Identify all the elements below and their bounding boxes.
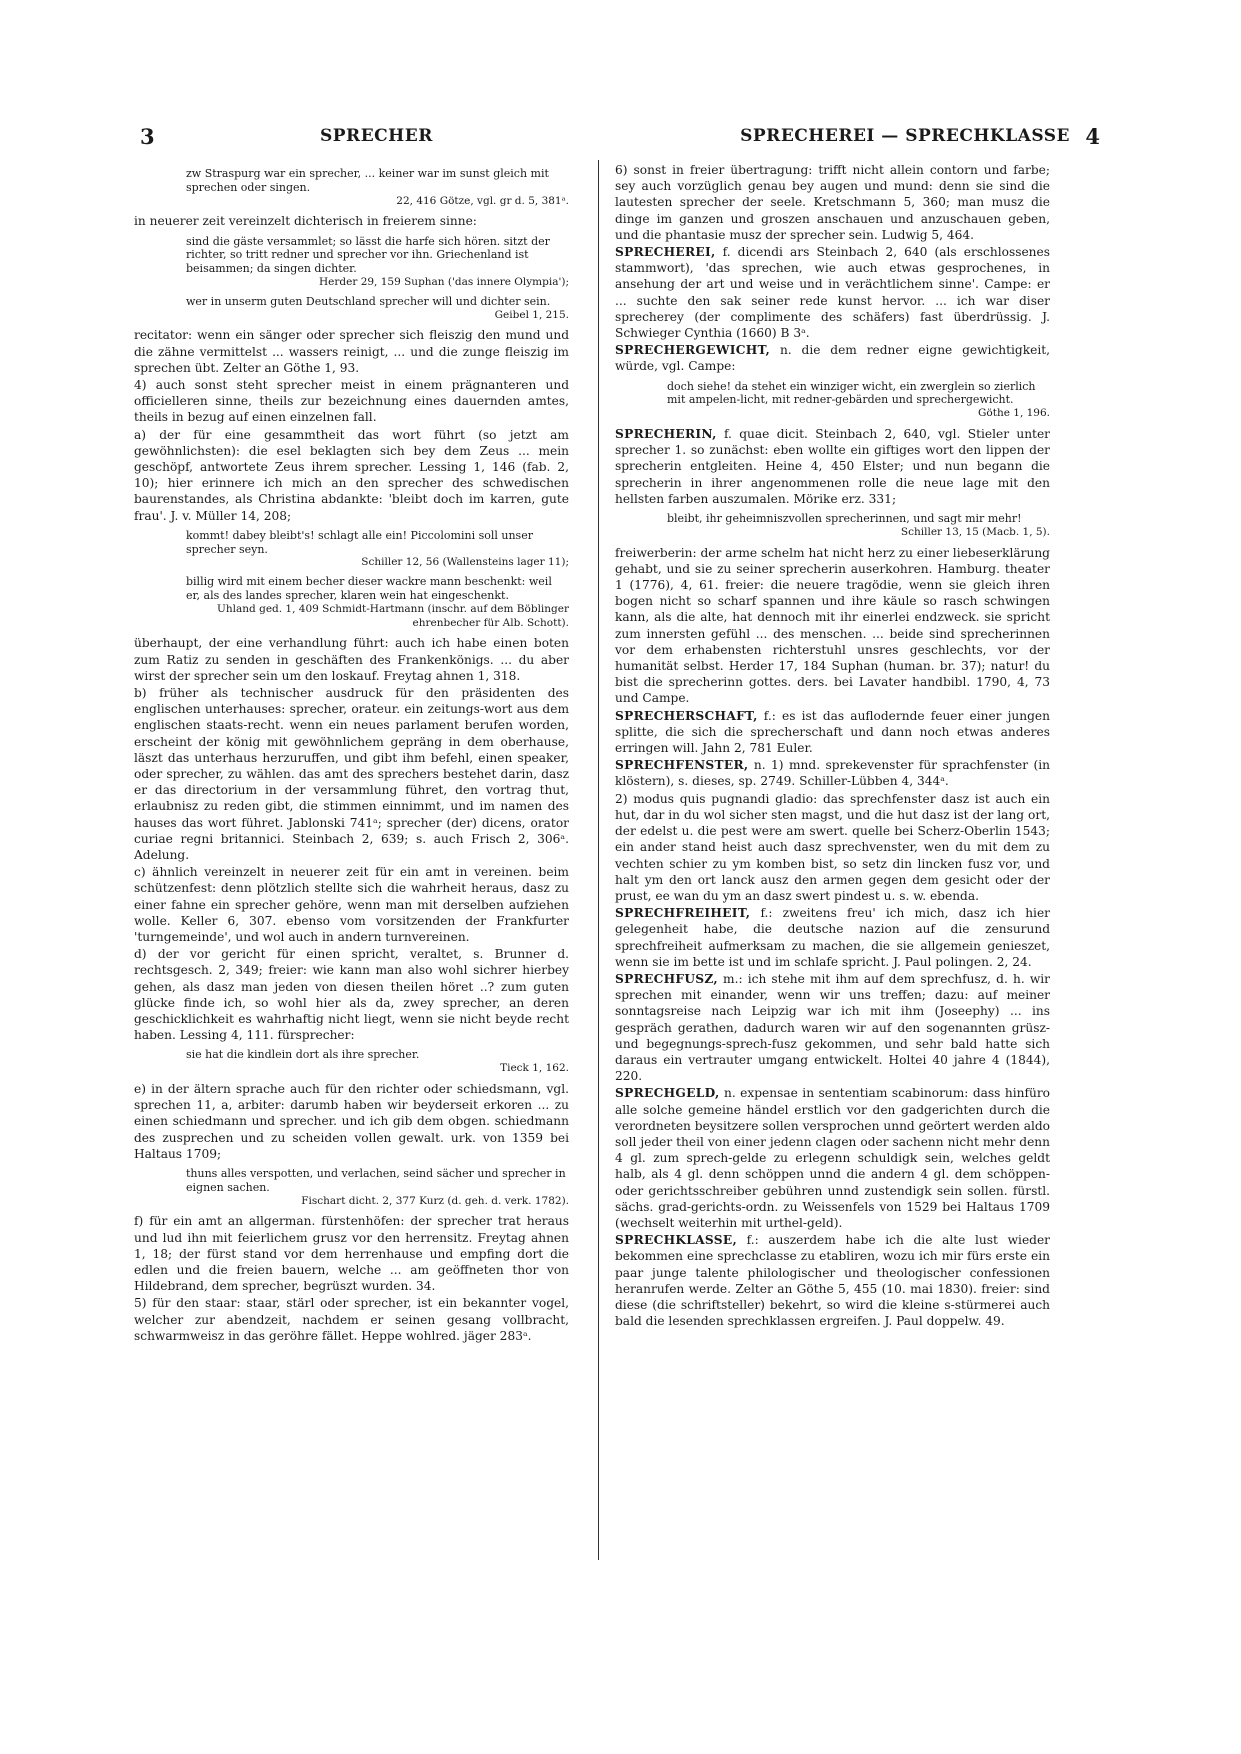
entry-lemma: SPRECHEREI, xyxy=(615,245,716,260)
entry-lemma: SPRECHFREIHEIT, xyxy=(615,906,751,921)
entry-lemma: SPRECHGELD, xyxy=(615,1086,720,1101)
entry-lemma: SPRECHFUSZ, xyxy=(615,971,718,986)
quotation xyxy=(134,1167,569,1208)
quotation xyxy=(134,167,569,208)
quotation-source: Tieck 1, 162. xyxy=(500,1062,569,1075)
page-number-left: 3 xyxy=(140,124,155,149)
entry-text: m.: ich stehe mit ihm auf dem sprechfusz, d. h. wir sprechen mit einander, wenn wir uns treffen; dazu: auf meiner sonntagsreise nach Leipzig war ich mit ihm (Joseephy) ... ins gespräch gerathen, dadurch waren wir auf den sogenannten grüsz- und begegnungs-sprech-fusz gekommen, und sehr bald hatte sich daraus ein vertrauter umgang entwickelt. Holtei 40 jahre 4 (1844), 220. xyxy=(615,971,1050,1084)
dictionary-entry xyxy=(615,708,1050,757)
quotation-source: Fischart dicht. 2, 377 Kurz (d. geh. d. verk. 1782). xyxy=(301,1194,569,1207)
paragraph: recitator: wenn ein sänger oder sprecher sich fleiszig den mund und die zähne vermittelst ... wassers reinigt, ... und die zunge fleiszig im sprechen übt. Zelter an Göthe 1, 93. xyxy=(134,328,569,375)
dictionary-entry xyxy=(615,757,1050,789)
entry-text: n. die dem redner eigne gewichtigkeit, würde, vgl. Campe: xyxy=(615,343,1050,374)
dictionary-entry xyxy=(615,905,1050,970)
quotation xyxy=(134,295,569,323)
dictionary-entry xyxy=(615,971,1050,1084)
quotation-source: Schiller 13, 15 (Macb. 1, 5). xyxy=(900,525,1050,538)
running-head-left: SPRECHER xyxy=(320,126,433,146)
paragraph: c) ähnlich vereinzelt in neuerer zeit für ein amt in vereinen. beim schützenfest: denn plötzlich stellte sich die wahrheit heraus, dasz zu einer fahne ein sprecher gehöre, wenn man mit derselben aufziehen wolle. Keller 6, 307. ebenso vom vorsitzenden der Frankfurter 'turngemeinde', und wol auch in andern turnvereinen. xyxy=(134,865,569,945)
quotation xyxy=(615,512,1050,540)
page-number-right: 4 xyxy=(1085,124,1100,149)
paragraph: e) in der ältern sprache auch für den richter oder schiedsmann, vgl. sprechen 11, a, arbiter: darumb haben wir beyderseit erkoren ... zu einen schiedmann und sprecher. und ich gib dem obgen. schiedmann des zusprechen und zu scheiden vollen gewalt. urk. von 1359 bei Haltaus 1709; xyxy=(134,1082,569,1161)
quotation xyxy=(134,235,569,290)
left-column xyxy=(134,162,569,1345)
quotation-source: Uhland ged. 1, 409 Schmidt-Hartmann (inschr. auf dem Böblinger ehrenbecher für Alb. Schott). xyxy=(217,602,569,629)
quotation-text: thuns alles verspotten, und verlachen, seind sächer und sprecher in eignen sachen. xyxy=(186,1167,566,1194)
quotation xyxy=(134,575,569,630)
entry-lemma: SPRECHERIN, xyxy=(615,427,717,442)
dictionary-entry xyxy=(615,1085,1050,1231)
column-divider xyxy=(598,160,599,1560)
entry-lemma: SPRECHERGEWICHT, xyxy=(615,343,771,358)
dictionary-entry xyxy=(615,244,1050,341)
quotation-text: wer in unserm guten Deutschland sprecher will und dichter sein. xyxy=(186,294,551,308)
entry-text: n. 1) mnd. sprekevenster für sprachfenster (in klöstern), s. dieses, sp. 2749. Schiller-Lübben 4, 344ᵃ. xyxy=(615,758,1050,789)
paragraph: a) der für eine gesammtheit das wort führt (so jetzt am gewöhnlichsten): die esel beklagten sich bey dem Zeus ... mein geschöpf, antwortete Zeus ihrem sprecher. Lessing 1, 146 (fab. 2, 10); hier erinnere ich mich an den sprecher des schwedischen baurenstandes, als Christina abdankte: 'bleibt doch im karren, gute frau'. J. v. Müller 14, 208; xyxy=(134,427,569,523)
quotation-source: Göthe 1, 196. xyxy=(978,407,1050,420)
quotation-text: bleibt, ihr geheimniszvollen sprecherinnen, und sagt mir mehr! xyxy=(667,512,1022,526)
entry-text: f.: auszerdem habe ich die alte lust wieder bekommen eine sprechclasse zu etabliren, wozu ich mir fürs erste ein paar junge talente philologischer und theologischer confessionen heranrufen werde. Zelter an Göthe 5, 455 (10. mai 1830). freier: sind diese (die schriftsteller) bekehrt, so wird die kleine s-stürmerei auch bald die lesenden sprechklassen ergreifen. J. Paul doppelw. 49. xyxy=(615,1233,1050,1329)
paragraph: 2) modus quis pugnandi gladio: das sprechfenster dasz ist auch ein hut, dar in du wol sicher sten magst, und die hut dasz ist der lang ort, der edelst u. die pest were am swert. quelle bei Scherz-Oberlin 1543; ein ander stand heist auch dasz sprechvenster, wen du mit dem zu vechten schier zu ym komben bist, so setz din lincken fusz vor, und halt ym den ort lanck ausz den armen gegen dem gesicht oder der prust, ee wan du ym an dasz swert pindest u. s. w. ebenda. xyxy=(615,791,1050,903)
paragraph: in neuerer zeit vereinzelt dichterisch in freierem sinne: xyxy=(134,214,477,229)
entry-lemma: SPRECHKLASSE, xyxy=(615,1233,737,1248)
paragraph: f) für ein amt an allgerman. fürstenhöfen: der sprecher trat heraus und lud ihn mit feierlichem grusz vor den herrensitz. Freytag ahnen 1, 18; der fürst stand vor dem herrenhause und empfing dort die edlen und die freien bauern, welche ... am geöffneten thor von Hildebrand, dem sprecher, begrüszt wurden. 34. xyxy=(134,1214,569,1294)
dictionary-entry xyxy=(615,426,1050,507)
entry-text: n. expensae in sententiam scabinorum: dass hinfüro alle solche gemeine händel erstlich vor den gadgerichten durch die verordneten beysitzere sollen versprochen unnd geörtert werden aldo soll jeder theil von einer jedenn clagen oder sachenn nicht mehr denn 4 gl. zum sprech-gelde zu erlegenn schuldigk sein, welches geldt halb, als 4 gl. denn schöppen unnd die andern 4 gl. dem schöppen- oder gerichtsschreiber gebühren unnd zustendigk sein sollen. fürstl. sächs. grad-gerichts-ordn. zu Weissenfels von 1529 bei Haltaus 1709 (wechselt weiterhin mit urthel-geld). xyxy=(615,1086,1050,1230)
quotation-text: sie hat die kindlein dort als ihre sprecher. xyxy=(186,1048,420,1062)
quotation xyxy=(615,380,1050,421)
paragraph: überhaupt, der eine verhandlung führt: auch ich habe einen boten zum Ratiz zu senden in geschäften des Frankenkönigs. ... du aber wirst der sprecher sein um den loskauf. Freytag ahnen 1, 318. xyxy=(134,636,569,683)
quotation-text: billig wird mit einem becher dieser wackre mann beschenkt: weil er, als des landes sprecher, klaren wein hat eingeschenkt. xyxy=(186,575,552,602)
quotation-text: kommt! dabey bleibt's! schlagt alle ein! Piccolomini soll unser sprecher seyn. xyxy=(186,528,533,556)
dictionary-entry xyxy=(615,342,1050,374)
entry-text: f. quae dicit. Steinbach 2, 640, vgl. Stieler unter sprecher 1. so zunächst: eben wollte ein giftiges wort den lippen der sprecherin entgleiten. Heine 4, 450 Elster; und nun begann die sprecherin in ihrer angenommenen rolle die neue lage mit den hellsten farben auszumalen. Mörike erz. 331; xyxy=(615,427,1050,506)
paragraph: freiwerberin: der arme schelm hat nicht herz zu einer liebeserklärung gehabt, und sie zu seiner sprecherin auserkohren. Hamburg. theater 1 (1776), 4, 61. freier: die neuere tragödie, wenn sie gleich ihren bogen nicht so scharf spannen und ihre käule so rasch schwingen kann, als die alte, hat dennoch mit ihr einerlei endzweck. sie spricht zum innersten gefühl ... des menschen. ... beide sind sprecherinnen vor dem erhabensten richterstuhl unsres geschlechts, vor der humanität selbst. Herder 17, 184 Suphan (human. br. 37); natur! du bist die sprecherinn gottes. ders. bei Lavater handbibl. 1790, 4, 73 und Campe. xyxy=(615,545,1050,706)
paragraph: d) der vor gericht für einen spricht, veraltet, s. Brunner d. rechtsgesch. 2, 349; freier: wie kann man also wohl sichrer hierbey gehen, als dasz man jeden von diesen theilen höret ..? zum guten glücke finde ich, so wohl hier als da, zwey sprecher, an deren geschicklichkeit es wahrhaftig nicht liegt, wenn sie nicht beyde recht haben. Lessing 4, 111. fürsprecher: xyxy=(134,947,569,1043)
paragraph: b) früher als technischer ausdruck für den präsidenten des englischen unterhauses: sprecher, orateur. ein zeitungs-wort aus dem englischen staats-recht. wenn ein neues parlament berufen worden, erscheint der könig mit gewöhnlichem gepräng in dem oberhause, läszt das unterhaus herzuruffen, und gibt ihm befehl, einen speaker, oder sprecher, zu wählen. das amt des sprechers bestehet darin, dasz er das directorium in der versammlung führet, den vortrag thut, erlaubnisz zu reden gibt, die stimmen einnimmt, und im namen des hauses das wort führet. Jablonski 741ᵃ; sprecher (der) dicens, orator curiae regni britannici. Steinbach 2, 639; s. auch Frisch 2, 306ᵃ. Adelung. xyxy=(134,686,569,863)
entry-lemma: SPRECHERSCHAFT, xyxy=(615,708,758,723)
quotation-text: zw Straspurg war ein sprecher, ... keiner war im sunst gleich mit sprechen oder singen. xyxy=(186,167,549,194)
quotation-text: doch siehe! da stehet ein winziger wicht, ein zwerglein so zierlich mit ampelen-licht, mit redner-gebärden und sprechergewicht. xyxy=(667,379,1036,407)
paragraph: 6) sonst in freier übertragung: trifft nicht allein contorn und farbe; sey auch vorzüglich genau bey augen und mund: denn sie sind die lautesten sprecher der seele. Kretschmann 5, 360; man musz die dinge im ganzen und groszen anschauen und anzuschauen geben, und die phantasie musz der sprecher sein. Ludwig 5, 464. xyxy=(615,163,1050,242)
quotation-source: 22, 416 Götze, vgl. gr d. 5, 381ᵃ. xyxy=(396,194,569,207)
quotation xyxy=(134,529,569,570)
quotation-source: Schiller 12, 56 (Wallensteins lager 11); xyxy=(361,556,569,569)
entry-text: f.: es ist das auflodernde feuer einer jungen splitte, die sich die sprecherschaft und dann noch etwas anderes erringen will. Jahn 2, 781 Euler. xyxy=(615,708,1050,756)
entry-text: f.: zweitens freu' ich mich, dasz ich hier gelegenheit habe, die deutsche nazion auf die zensurund sprechfreiheit aufmerksam zu machen, die sie allgemein genieszet, wenn sie im bette ist und im schlafe spricht. J. Paul polingen. 2, 24. xyxy=(615,906,1050,969)
dictionary-entry xyxy=(615,1232,1050,1329)
quotation-source: Herder 29, 159 Suphan ('das innere Olympia'); xyxy=(319,275,569,288)
quotation-text: sind die gäste versammlet; so lässt die harfe sich hören. sitzt der richter, so tritt redner und sprecher vor ihn. Griechenland ist beisammen; da singen dichter. xyxy=(186,234,550,276)
quotation-source: Geibel 1, 215. xyxy=(494,308,569,321)
paragraph: 5) für den staar: staar, stärl oder sprecher, ist ein bekannter vogel, welcher zur abendzeit, nachdem er seinen gesang vollbracht, schwarmweisz in das geröhre fället. Heppe wohlred. jäger 283ᵃ. xyxy=(134,1296,569,1343)
page-header xyxy=(140,124,1100,148)
right-column xyxy=(615,162,1050,1330)
running-head-right: SPRECHEREI — SPRECHKLASSE xyxy=(740,126,1070,146)
entry-lemma: SPRECHFENSTER, xyxy=(615,758,749,773)
entry-text: f. dicendi ars Steinbach 2, 640 (als erschlossenes stammwort), 'das sprechen, wie auch etwas gesprochenes, in ansehung der art und weise und in verächtlichem sinne'. Campe: er ... suchte den sak seiner rede kunst hervor. ... ich war diser sprecherey (der complimente des schäfers) fast überdrüssig. J. Schwieger Cynthia (1660) B 3ᵃ. xyxy=(615,245,1050,341)
paragraph: 4) auch sonst steht sprecher meist in einem prägnanteren und officielleren sinne, theils zur bezeichnung eines dauernden amtes, theils in bezug auf einen einzelnen fall. xyxy=(134,377,569,425)
quotation xyxy=(134,1048,569,1076)
